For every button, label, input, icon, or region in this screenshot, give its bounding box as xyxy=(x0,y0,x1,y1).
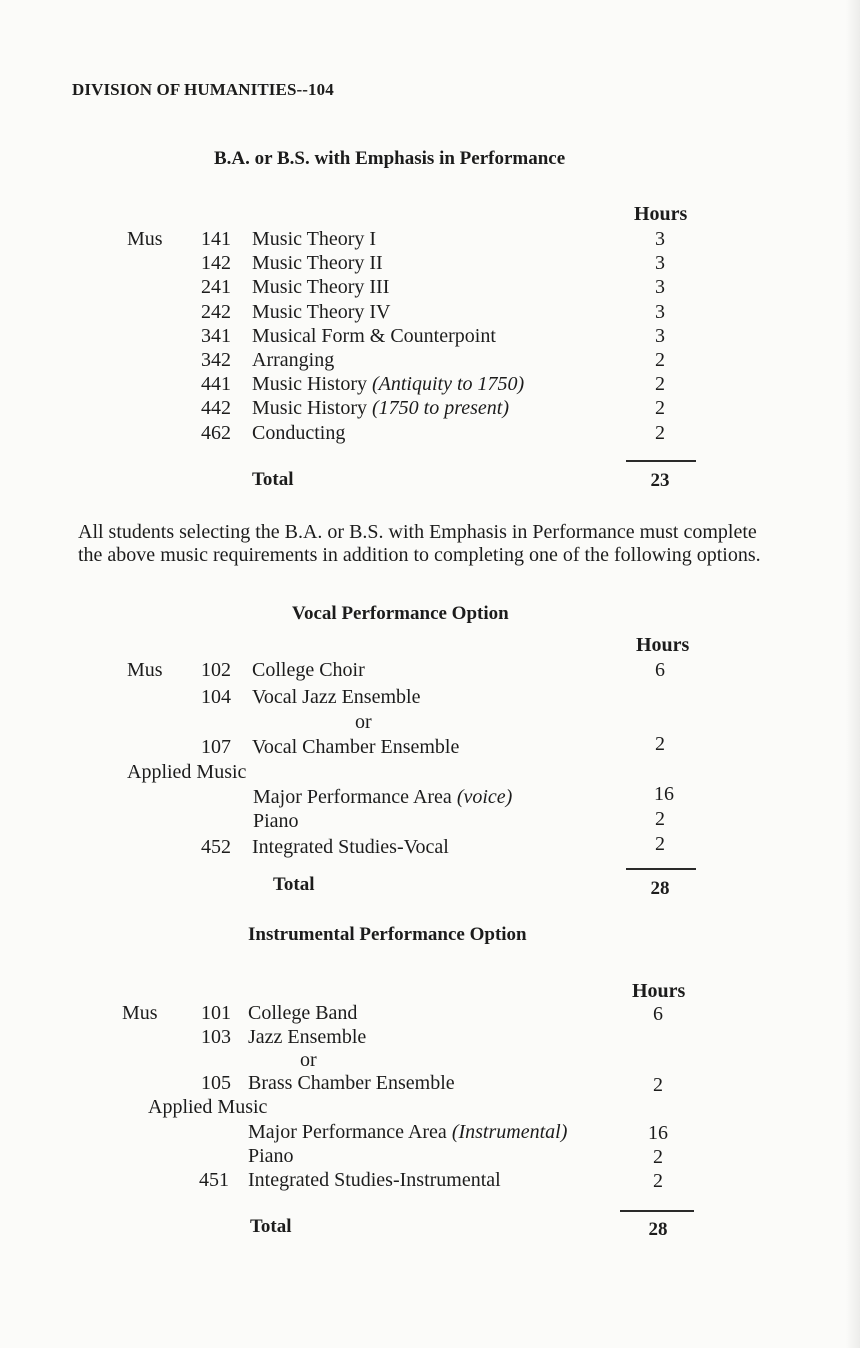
section-title-instrumental: Instrumental Performance Option xyxy=(248,924,527,945)
total-label: Total xyxy=(273,874,315,895)
course-hours: 2 xyxy=(653,1074,663,1096)
or-separator: or xyxy=(300,1049,317,1071)
course-hours: 2 xyxy=(655,349,665,371)
course-hours: 6 xyxy=(653,1003,663,1025)
course-name: Music Theory IV xyxy=(252,301,391,323)
course-number: 462 xyxy=(201,422,231,444)
course-number: 451 xyxy=(199,1169,229,1191)
course-name: Conducting xyxy=(252,422,346,444)
course-number: 102 xyxy=(201,659,231,681)
course-number: 241 xyxy=(201,276,231,298)
total-hours: 28 xyxy=(648,1219,668,1240)
total-rule xyxy=(626,460,696,462)
course-name: Vocal Chamber Ensemble xyxy=(252,736,460,758)
hours-header: Hours xyxy=(634,203,688,225)
course-hours: 2 xyxy=(655,397,665,419)
total-hours: 23 xyxy=(650,470,670,491)
applied-music-label: Applied Music xyxy=(148,1096,268,1118)
course-name: Integrated Studies-Vocal xyxy=(252,836,449,858)
course-hours: 2 xyxy=(655,733,665,755)
course-hours: 2 xyxy=(655,808,665,830)
course-number: 103 xyxy=(201,1026,231,1048)
course-number: 242 xyxy=(201,301,231,323)
course-name: Integrated Studies-Instrumental xyxy=(248,1169,501,1191)
course-name: Major Performance Area (voice) xyxy=(253,786,513,808)
course-name: Arranging xyxy=(252,349,335,371)
course-hours: 3 xyxy=(655,325,665,347)
course-number: 452 xyxy=(201,836,231,858)
dept-label: Mus xyxy=(127,228,163,250)
section-title-performance: B.A. or B.S. with Emphasis in Performance xyxy=(214,148,566,169)
course-name: Music History (Antiquity to 1750) xyxy=(252,373,525,395)
section-title-vocal: Vocal Performance Option xyxy=(292,603,509,624)
course-name: Vocal Jazz Ensemble xyxy=(252,686,421,708)
course-number: 101 xyxy=(201,1002,231,1024)
hours-header: Hours xyxy=(636,634,690,656)
course-number: 105 xyxy=(201,1072,231,1094)
running-head: DIVISION OF HUMANITIES--104 xyxy=(72,80,334,99)
course-hours: 6 xyxy=(655,659,665,681)
or-separator: or xyxy=(355,711,372,733)
course-name: Piano xyxy=(253,810,299,832)
total-label: Total xyxy=(252,469,294,490)
course-hours: 16 xyxy=(654,783,674,805)
course-hours: 3 xyxy=(655,252,665,274)
dept-label: Mus xyxy=(122,1002,158,1024)
total-label: Total xyxy=(250,1216,292,1237)
course-hours: 3 xyxy=(655,276,665,298)
course-number: 107 xyxy=(201,736,231,758)
course-number: 442 xyxy=(201,397,231,419)
course-name: Music History (1750 to present) xyxy=(252,397,510,419)
requirements-paragraph: All students selecting the B.A. or B.S. with Emphasis in Performance must complete the above music requirements in addition to completing one of the following options. xyxy=(78,521,761,566)
page-edge-shadow xyxy=(846,0,860,1348)
applied-music-label: Applied Music xyxy=(127,761,247,783)
course-name: Music Theory III xyxy=(252,276,390,298)
course-name: Music Theory I xyxy=(252,228,377,250)
hours-header: Hours xyxy=(632,980,686,1002)
course-name: Jazz Ensemble xyxy=(248,1026,367,1048)
course-number: 441 xyxy=(201,373,231,395)
course-hours: 2 xyxy=(655,833,665,855)
course-name: Major Performance Area (Instrumental) xyxy=(248,1121,568,1143)
course-number: 104 xyxy=(201,686,231,708)
course-number: 141 xyxy=(201,228,231,250)
course-number: 142 xyxy=(201,252,231,274)
course-hours: 2 xyxy=(653,1170,663,1192)
course-name: Music Theory II xyxy=(252,252,383,274)
course-name: College Band xyxy=(248,1002,358,1024)
course-name: Piano xyxy=(248,1145,294,1167)
total-rule xyxy=(620,1210,694,1212)
course-name: Musical Form & Counterpoint xyxy=(252,325,496,347)
course-hours: 2 xyxy=(655,373,665,395)
course-hours: 2 xyxy=(655,422,665,444)
course-number: 342 xyxy=(201,349,231,371)
course-name: Brass Chamber Ensemble xyxy=(248,1072,455,1094)
course-hours: 2 xyxy=(653,1146,663,1168)
course-hours: 3 xyxy=(655,228,665,250)
course-name: College Choir xyxy=(252,659,365,681)
course-number: 341 xyxy=(201,325,231,347)
total-hours: 28 xyxy=(650,878,670,899)
course-hours: 16 xyxy=(648,1122,668,1144)
total-rule xyxy=(626,868,696,870)
course-hours: 3 xyxy=(655,301,665,323)
dept-label: Mus xyxy=(127,659,163,681)
